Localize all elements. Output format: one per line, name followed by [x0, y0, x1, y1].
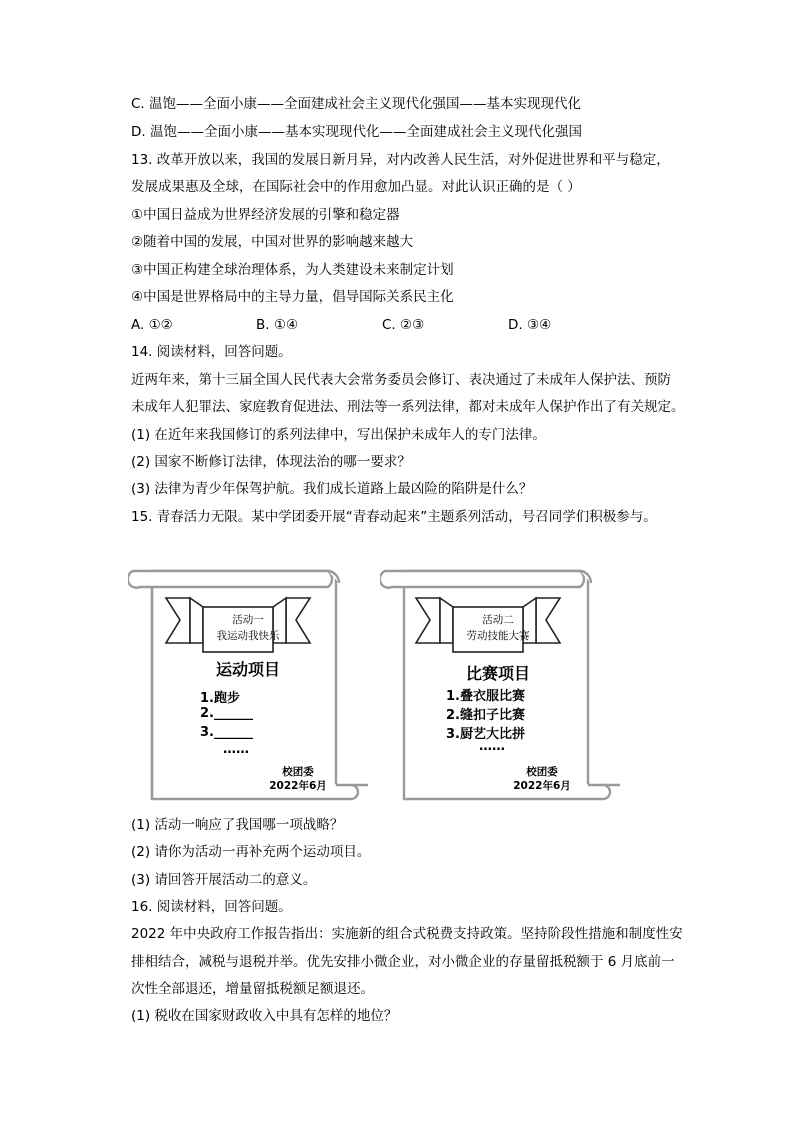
- question-16-material: 2022 年中央政府工作报告指出：实施新的组合式税费支持政策。坚持阶段性措施和制度性安: [131, 926, 683, 942]
- question-15-sub-3: (3) 请回答开展活动二的意义。: [131, 872, 317, 888]
- statement-1: ①中国日益成为世界经济发展的引擎和稳定器: [131, 207, 400, 223]
- banner-subtitle: 我运动我快乐: [216, 630, 280, 642]
- poster-signature: 校团委: [526, 766, 558, 778]
- question-14-title: 14. 阅读材料，回答问题。: [131, 344, 292, 360]
- poster-date: 2022年6月: [269, 780, 327, 792]
- statement-4: ④中国是世界格局中的主导力量，倡导国际关系民主化: [131, 289, 454, 305]
- statement-3: ③中国正构建全球治理体系，为人类建设未来制定计划: [131, 262, 454, 278]
- option-a-q13: A. ①②: [131, 317, 173, 333]
- statement-2: ②随着中国的发展，中国对世界的影响越来越大: [131, 234, 414, 250]
- banner-subtitle: 劳动技能大赛: [466, 630, 530, 642]
- question-14-sub-1: (1) 在近年来我国修订的系列法律中，写出保护未成年人的专门法律。: [131, 427, 546, 443]
- poster-item-2: 2.______: [200, 706, 253, 721]
- question-15-sub-2: (2) 请你为活动一再补充两个运动项目。: [131, 844, 371, 860]
- question-13-stem: 13. 改革开放以来，我国的发展日新月异，对内改善人民生活，对外促进世界和平与稳定，: [131, 152, 670, 168]
- option-d-q13: D. ③④: [508, 317, 552, 333]
- activity-two-poster: [380, 563, 620, 808]
- poster-date: 2022年6月: [513, 780, 571, 792]
- question-14-sub-2: (2) 国家不断修订法律，体现法治的哪一要求？: [131, 454, 411, 470]
- question-13-stem-cont: 发展成果惠及全球，在国际社会中的作用愈加凸显。对此认识正确的是（ ）: [131, 179, 581, 195]
- poster-heading: 运动项目: [215, 660, 280, 679]
- option-d-q12: D. 温饱——全面小康——基本实现现代化——全面建成社会主义现代化强国: [131, 124, 582, 140]
- poster-item-1: 1.叠衣服比赛: [446, 689, 525, 704]
- question-16-title: 16. 阅读材料，回答问题。: [131, 899, 292, 915]
- option-c-q13: C. ②③: [382, 317, 425, 333]
- question-16-material-cont: 排相结合，减税与退税并举。优先安排小微企业，对小微企业的存量留抵税额于 6 月底前一: [131, 954, 675, 970]
- question-15-stem: 15. 青春活力无限。某中学团委开展“青春动起来”主题系列活动，号召同学们积极参与。: [131, 509, 657, 525]
- poster-item-2: 2.缝扣子比赛: [446, 708, 525, 723]
- banner-title: 活动一: [232, 614, 264, 626]
- question-14-sub-3: (3) 法律为青少年保驾护航。我们成长道路上最凶险的陷阱是什么？: [131, 481, 533, 497]
- poster-item-1: 1.跑步: [200, 691, 240, 706]
- poster-signature: 校团委: [282, 766, 314, 778]
- question-14-material: 近两年来，第十三届全国人民代表大会常务委员会修订、表决通过了未成年人保护法、预防: [131, 372, 671, 388]
- question-16-material-end: 次性全部退还，增量留抵税额足额退还。: [131, 981, 374, 997]
- question-16-sub-1: (1) 税收在国家财政收入中具有怎样的地位？: [131, 1008, 398, 1024]
- banner-title: 活动二: [482, 614, 514, 626]
- poster-ellipsis: ……: [479, 739, 505, 754]
- option-b-q13: B. ①④: [256, 317, 299, 333]
- poster-ellipsis: ……: [223, 742, 249, 757]
- option-c-q12: C. 温饱——全面小康——全面建成社会主义现代化强国——基本实现现代化: [131, 96, 582, 112]
- poster-heading: 比赛项目: [465, 664, 530, 683]
- scroll-frame-graphic: [128, 563, 368, 808]
- poster-item-3: 3.厨艺大比拼: [446, 727, 525, 742]
- question-14-material-cont: 未成年人犯罪法、家庭教育促进法、刑法等一系列法律，都对未成年人保护作出了有关规定。: [131, 399, 685, 415]
- activity-one-poster: [128, 563, 368, 808]
- poster-item-3: 3.______: [200, 725, 253, 740]
- question-15-sub-1: (1) 活动一响应了我国哪一项战略？: [131, 817, 344, 833]
